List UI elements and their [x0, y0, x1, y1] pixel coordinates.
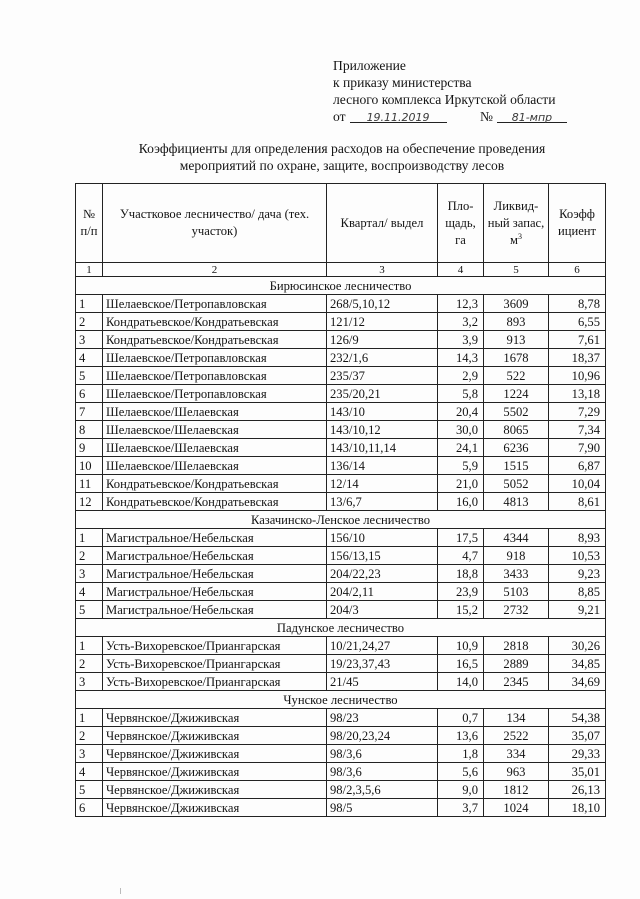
appendix-order-ref: к приказу министерства — [333, 75, 472, 90]
cell-area: 3,7 — [438, 799, 484, 817]
cell-coefficient: 35,01 — [549, 763, 606, 781]
table-row — [76, 313, 606, 331]
cell-number: 5 — [76, 601, 103, 619]
header-plot: Участковое лесничество/ дача (тех. участок) — [103, 184, 327, 263]
appendix-ministry: лесного комплекса Иркутской области — [333, 92, 556, 107]
cell-coefficient: 10,96 — [549, 367, 606, 385]
header-stock-label: Ликвид-ный запас, — [487, 198, 545, 230]
cell-stock: 3609 — [484, 295, 549, 313]
cell-plot: Червянское/Джиживская — [103, 709, 327, 727]
table-row — [76, 709, 606, 727]
cell-quarter: 12/14 — [327, 475, 438, 493]
cell-number: 1 — [76, 709, 103, 727]
table-row — [76, 781, 606, 799]
table-row — [76, 457, 606, 475]
cell-number: 5 — [76, 367, 103, 385]
cell-coefficient: 8,85 — [549, 583, 606, 601]
table-row — [76, 637, 606, 655]
table-row — [76, 799, 606, 817]
cell-stock: 5052 — [484, 475, 549, 493]
date-prefix: от — [333, 109, 346, 124]
cell-quarter: 98/20,23,24 — [327, 727, 438, 745]
cell-plot: Магистральное/Небельская — [103, 583, 327, 601]
cell-stock: 1812 — [484, 781, 549, 799]
header-row — [76, 184, 606, 263]
table-row — [76, 727, 606, 745]
cell-number: 3 — [76, 331, 103, 349]
cell-quarter: 204/2,11 — [327, 583, 438, 601]
header-stock-unit: м — [510, 232, 518, 247]
cell-coefficient: 7,29 — [549, 403, 606, 421]
cell-coefficient: 8,61 — [549, 493, 606, 511]
cell-stock: 2732 — [484, 601, 549, 619]
section-title: Чунское лесничество — [76, 691, 606, 709]
cell-coefficient: 54,38 — [549, 709, 606, 727]
cell-quarter: 98/3,6 — [327, 745, 438, 763]
cell-plot: Усть-Вихоревское/Приангарская — [103, 655, 327, 673]
header-coef: Коэфф ициент — [549, 184, 606, 263]
table-row — [76, 367, 606, 385]
cell-plot: Шелаевское/Петропавловская — [103, 295, 327, 313]
cell-quarter: 98/23 — [327, 709, 438, 727]
cell-area: 16,5 — [438, 655, 484, 673]
cell-quarter: 143/10,12 — [327, 421, 438, 439]
cell-number: 10 — [76, 457, 103, 475]
section-title: Падунское лесничество — [76, 619, 606, 637]
cell-coefficient: 7,34 — [549, 421, 606, 439]
table-row — [76, 493, 606, 511]
cell-stock: 3433 — [484, 565, 549, 583]
cell-area: 3,9 — [438, 331, 484, 349]
cell-plot: Червянское/Джиживская — [103, 781, 327, 799]
cell-stock: 522 — [484, 367, 549, 385]
cell-area: 30,0 — [438, 421, 484, 439]
cell-quarter: 21/45 — [327, 673, 438, 691]
table-row — [76, 745, 606, 763]
cell-coefficient: 6,55 — [549, 313, 606, 331]
cell-quarter: 19/23,37,43 — [327, 655, 438, 673]
cell-number: 3 — [76, 673, 103, 691]
cell-plot: Шелаевское/Шелаевская — [103, 439, 327, 457]
cell-quarter: 13/6,7 — [327, 493, 438, 511]
appendix-date-number-line — [333, 108, 567, 125]
cell-stock: 2818 — [484, 637, 549, 655]
cell-number: 1 — [76, 529, 103, 547]
table-row — [76, 385, 606, 403]
cell-stock: 4344 — [484, 529, 549, 547]
cell-area: 5,6 — [438, 763, 484, 781]
cell-area: 2,9 — [438, 367, 484, 385]
cell-coefficient: 26,13 — [549, 781, 606, 799]
cell-area: 23,9 — [438, 583, 484, 601]
table-row — [76, 331, 606, 349]
title-line-1: Коэффициенты для определения расходов на обеспечение проведения — [138, 141, 546, 156]
cell-area: 16,0 — [438, 493, 484, 511]
cell-number: 1 — [76, 295, 103, 313]
cell-quarter: 268/5,10,12 — [327, 295, 438, 313]
column-index: 2 — [103, 263, 327, 277]
header-quarter: Квартал/ выдел — [327, 184, 438, 263]
date-field — [350, 108, 447, 123]
cell-number: 3 — [76, 565, 103, 583]
number-handwritten: 81-мпр — [511, 111, 553, 124]
appendix-block — [333, 57, 567, 125]
table-row — [76, 529, 606, 547]
cell-coefficient: 7,61 — [549, 331, 606, 349]
cell-number: 2 — [76, 655, 103, 673]
cell-stock: 1515 — [484, 457, 549, 475]
cell-coefficient: 10,53 — [549, 547, 606, 565]
header-stock — [484, 184, 549, 263]
cell-number: 6 — [76, 385, 103, 403]
cell-number: 7 — [76, 403, 103, 421]
table-row — [76, 565, 606, 583]
cell-coefficient: 30,26 — [549, 637, 606, 655]
number-prefix: № — [479, 109, 493, 124]
cell-stock: 4813 — [484, 493, 549, 511]
cell-coefficient: 9,23 — [549, 565, 606, 583]
cell-plot: Червянское/Джиживская — [103, 763, 327, 781]
section-row — [76, 511, 606, 529]
cell-quarter: 121/12 — [327, 313, 438, 331]
cell-plot: Червянское/Джиживская — [103, 745, 327, 763]
table-row — [76, 673, 606, 691]
cell-quarter: 232/1,6 — [327, 349, 438, 367]
cell-quarter: 126/9 — [327, 331, 438, 349]
cell-number: 4 — [76, 763, 103, 781]
cell-coefficient: 8,78 — [549, 295, 606, 313]
cell-quarter: 98/3,6 — [327, 763, 438, 781]
cell-stock: 1224 — [484, 385, 549, 403]
cell-quarter: 143/10 — [327, 403, 438, 421]
cell-quarter: 136/14 — [327, 457, 438, 475]
title-line-2: мероприятий по охране, защите, воспроизводству лесов — [179, 158, 505, 173]
cell-number: 4 — [76, 583, 103, 601]
column-index: 1 — [76, 263, 103, 277]
cell-area: 13,6 — [438, 727, 484, 745]
table-row — [76, 601, 606, 619]
cell-stock: 6236 — [484, 439, 549, 457]
cell-plot: Шелаевское/Петропавловская — [103, 367, 327, 385]
header-num: № п/п — [76, 184, 103, 263]
cell-stock: 8065 — [484, 421, 549, 439]
cell-plot: Магистральное/Небельская — [103, 565, 327, 583]
table-row — [76, 295, 606, 313]
cell-coefficient: 13,18 — [549, 385, 606, 403]
table-row — [76, 763, 606, 781]
cell-coefficient: 18,37 — [549, 349, 606, 367]
cell-quarter: 235/20,21 — [327, 385, 438, 403]
cell-plot: Шелаевское/Шелаевская — [103, 421, 327, 439]
cell-plot: Червянское/Джиживская — [103, 799, 327, 817]
table-row — [76, 439, 606, 457]
cell-area: 15,2 — [438, 601, 484, 619]
cell-plot: Магистральное/Небельская — [103, 529, 327, 547]
table-row — [76, 421, 606, 439]
cell-plot: Магистральное/Небельская — [103, 601, 327, 619]
table-row — [76, 583, 606, 601]
section-title: Бирюсинское лесничество — [76, 277, 606, 295]
scan-mark — [120, 888, 121, 894]
cell-number: 2 — [76, 313, 103, 331]
cell-stock: 5502 — [484, 403, 549, 421]
cell-quarter: 235/37 — [327, 367, 438, 385]
column-index: 3 — [327, 263, 438, 277]
cell-area: 12,3 — [438, 295, 484, 313]
number-field — [497, 108, 567, 123]
cell-plot: Шелаевское/Шелаевская — [103, 403, 327, 421]
cell-plot: Усть-Вихоревское/Приангарская — [103, 673, 327, 691]
cell-plot: Усть-Вихоревское/Приангарская — [103, 637, 327, 655]
cell-number: 4 — [76, 349, 103, 367]
cell-area: 20,4 — [438, 403, 484, 421]
column-index-row — [76, 263, 606, 277]
cell-area: 4,7 — [438, 547, 484, 565]
cell-stock: 2522 — [484, 727, 549, 745]
cell-quarter: 156/10 — [327, 529, 438, 547]
cell-number: 2 — [76, 547, 103, 565]
cell-plot: Шелаевское/Петропавловская — [103, 385, 327, 403]
cell-quarter: 204/22,23 — [327, 565, 438, 583]
cell-number: 3 — [76, 745, 103, 763]
table-row — [76, 655, 606, 673]
appendix-title: Приложение — [333, 58, 406, 73]
cell-area: 1,8 — [438, 745, 484, 763]
cell-area: 14,3 — [438, 349, 484, 367]
column-index: 4 — [438, 263, 484, 277]
cell-coefficient: 34,69 — [549, 673, 606, 691]
cell-quarter: 156/13,15 — [327, 547, 438, 565]
document-title — [60, 140, 624, 174]
cell-coefficient: 29,33 — [549, 745, 606, 763]
cell-plot: Шелаевское/Петропавловская — [103, 349, 327, 367]
cell-area: 14,0 — [438, 673, 484, 691]
cell-plot: Кондратьевское/Кондратьевская — [103, 493, 327, 511]
cell-quarter: 98/5 — [327, 799, 438, 817]
table-row — [76, 547, 606, 565]
section-row — [76, 277, 606, 295]
cell-stock: 913 — [484, 331, 549, 349]
cell-coefficient: 34,85 — [549, 655, 606, 673]
cell-area: 18,8 — [438, 565, 484, 583]
cell-coefficient: 18,10 — [549, 799, 606, 817]
cell-stock: 334 — [484, 745, 549, 763]
cell-stock: 893 — [484, 313, 549, 331]
cell-plot: Кондратьевское/Кондратьевская — [103, 475, 327, 493]
cell-number: 9 — [76, 439, 103, 457]
cell-number: 11 — [76, 475, 103, 493]
cell-plot: Червянское/Джиживская — [103, 727, 327, 745]
cell-area: 3,2 — [438, 313, 484, 331]
cell-coefficient: 9,21 — [549, 601, 606, 619]
section-row — [76, 619, 606, 637]
cell-area: 9,0 — [438, 781, 484, 799]
cell-number: 5 — [76, 781, 103, 799]
cell-plot: Шелаевское/Шелаевская — [103, 457, 327, 475]
cell-stock: 1024 — [484, 799, 549, 817]
cell-number: 8 — [76, 421, 103, 439]
cell-stock: 2889 — [484, 655, 549, 673]
table-row — [76, 349, 606, 367]
cell-quarter: 204/3 — [327, 601, 438, 619]
cell-stock: 2345 — [484, 673, 549, 691]
cell-stock: 918 — [484, 547, 549, 565]
section-title: Казачинско-Ленское лесничество — [76, 511, 606, 529]
cell-area: 24,1 — [438, 439, 484, 457]
cell-area: 17,5 — [438, 529, 484, 547]
cell-area: 0,7 — [438, 709, 484, 727]
cell-plot: Кондратьевское/Кондратьевская — [103, 331, 327, 349]
cell-quarter: 143/10,11,14 — [327, 439, 438, 457]
header-stock-sup: 3 — [517, 231, 522, 241]
date-handwritten: 19.11.2019 — [366, 111, 430, 124]
column-index: 6 — [549, 263, 606, 277]
table-row — [76, 475, 606, 493]
table-row — [76, 403, 606, 421]
cell-area: 5,8 — [438, 385, 484, 403]
cell-plot: Магистральное/Небельская — [103, 547, 327, 565]
coefficients-table — [75, 183, 606, 817]
cell-number: 1 — [76, 637, 103, 655]
cell-stock: 963 — [484, 763, 549, 781]
cell-stock: 5103 — [484, 583, 549, 601]
cell-number: 2 — [76, 727, 103, 745]
cell-coefficient: 35,07 — [549, 727, 606, 745]
cell-number: 6 — [76, 799, 103, 817]
cell-area: 5,9 — [438, 457, 484, 475]
cell-area: 10,9 — [438, 637, 484, 655]
cell-plot: Кондратьевское/Кондратьевская — [103, 313, 327, 331]
cell-coefficient: 7,90 — [549, 439, 606, 457]
header-area: Пло-щадь, га — [438, 184, 484, 263]
section-row — [76, 691, 606, 709]
column-index: 5 — [484, 263, 549, 277]
cell-number: 12 — [76, 493, 103, 511]
cell-stock: 134 — [484, 709, 549, 727]
cell-coefficient: 10,04 — [549, 475, 606, 493]
cell-coefficient: 8,93 — [549, 529, 606, 547]
cell-quarter: 98/2,3,5,6 — [327, 781, 438, 799]
cell-coefficient: 6,87 — [549, 457, 606, 475]
cell-stock: 1678 — [484, 349, 549, 367]
cell-area: 21,0 — [438, 475, 484, 493]
cell-quarter: 10/21,24,27 — [327, 637, 438, 655]
